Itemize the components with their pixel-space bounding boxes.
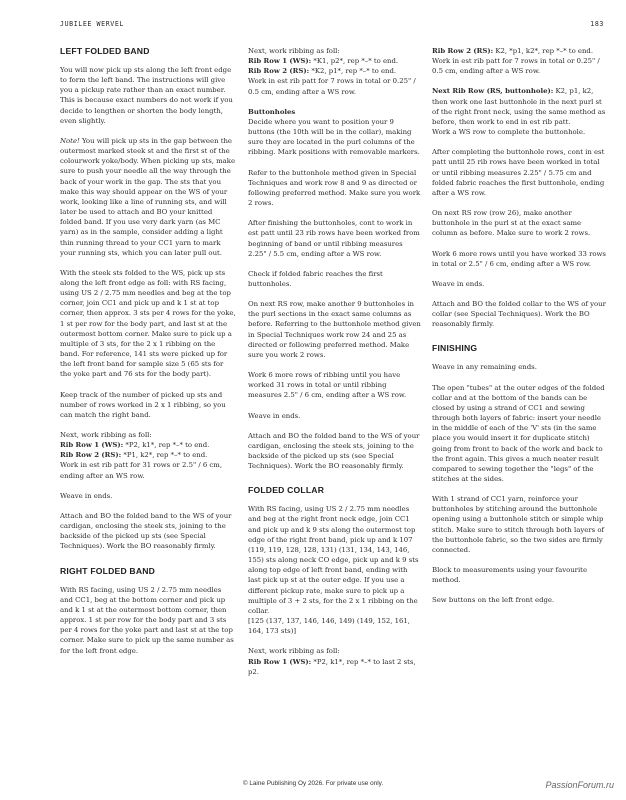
paragraph: Work 6 more rows of ribbing until you have worked 31 rows in total or until ribbing measures 2.5" / 6 cm, ending after a WS row.	[248, 371, 407, 400]
rib-row-text: *P1, k2*, rep *–* to end.	[121, 451, 208, 460]
note-paragraph	[60, 136, 236, 258]
stitch-counts: [125 (137, 137, 146, 146, 149) (149, 152, 161, 164, 173 sts)]	[248, 617, 410, 636]
paragraph: Work in est rib patt for 7 rows in total or 0.25" / 0.5 cm, ending after a WS row.	[248, 77, 416, 96]
rib-row	[248, 66, 422, 76]
column-3	[432, 46, 608, 616]
rib-row	[432, 46, 608, 56]
paragraph: Attach and BO the folded collar to the WS of your collar (see Special Techniques). Work the BO reasonably firmly.	[432, 299, 606, 329]
column-2	[248, 46, 422, 677]
rib-row-label: Rib Row 2 (RS):	[248, 67, 310, 76]
rib-row-label: Rib Row 2 (RS):	[60, 451, 122, 460]
note-text: You will pick up sts in the gap between the outermost marked steek st and the first st of the colourwork yoke/body. When picking up sts, make sure to push your needle all the way through the back of your work in the gap. The sts that you make this way should appear on the WS of your work, looking like a line of running sts, and will later be used to attach and BO your knitted folded band. If you use very dark yarn (as MC yarn) as in the sample, consider adding a light thin running thread to your CC1 yarn to mark your running sts, which you can later pull out.	[60, 136, 236, 257]
note-label: Note!	[60, 136, 80, 145]
rib-row	[248, 657, 422, 677]
rib-row-text: *P2, k1*, rep *–* to end.	[123, 441, 210, 450]
rib-row	[60, 450, 236, 460]
rib-row-text: K2, p1, k2, then work one last buttonhole in the next purl st of the right front neck, using the same method as before, then work to end in est rib patt.	[432, 87, 606, 126]
paragraph: Weave in ends.	[248, 411, 301, 420]
rib-row-label: Rib Row 2 (RS):	[432, 47, 494, 55]
paragraph: Work in est rib patt for 31 rows or 2.5" / 6 cm, ending after an WS row.	[60, 461, 223, 480]
rib-row-text: *P2, k1*, rep *–* to last 2 sts, p2.	[248, 657, 416, 676]
paragraph: Refer to the buttonhole method given in Special Techniques and work row 8 and 9 as directed or following preferred method. Make sure you work 2 rows.	[248, 168, 421, 208]
paragraph: Decide where you want to position your 9 buttons (the 10th will be in the collar), making sure they are located in the purl columns of the ribbing. Mark positions with removable markers.	[248, 117, 420, 157]
rib-row-label: Next Rib Row (RS, buttonhole):	[432, 87, 554, 96]
section-heading-left-band: LEFT FOLDED BAND	[60, 46, 150, 56]
rib-row-label: Rib Row 1 (WS):	[248, 57, 312, 66]
rib-row	[248, 56, 422, 66]
section-heading-right-band: RIGHT FOLDED BAND	[60, 565, 156, 576]
pattern-title: JUBILEE WERVEL	[60, 20, 124, 28]
paragraph: On next RS row, make another 9 buttonholes in the purl sections in the exact same columns as before. Referring to the buttonhole method given in Special Techniques work row 24 and 25 as directed or following preferred method. Make sure you work 2 rows.	[248, 300, 421, 359]
paragraph: Block to measurements using your favourite method.	[432, 566, 588, 585]
paragraph: You will now pick up sts along the left front edge to form the left band. The instructions will give you a pickup rate rather than an exact number. This is because exact numbers do not work if you decide to lengthen or shorten the body length, even slightly.	[60, 66, 233, 125]
paragraph: Sew buttons on the left front edge.	[432, 596, 555, 605]
paragraph: With RS facing, using US 2 / 2.75 mm needles and beg at the right front neck edge, join CC1 and pick up and k 9 sts along the outermost top edge of the right front band, pick up and k 107 (119, 119, 128, 128, 131) (131, 134, 143, 146, 155) sts along neck CO edge, pick up and k 9 sts along top edge of left front band, ending with last pick up st at the outer edge. If you use a different pickup rate, make sure to pick up a multiple of 3 + 2 sts, for the 2 x 1 ribbing on the collar.	[248, 505, 419, 615]
section-heading-collar: FOLDED COLLAR	[248, 485, 325, 496]
paragraph: Check if folded fabric reaches the first buttonholes.	[248, 269, 383, 288]
rib-row-label: Rib Row 1 (WS):	[248, 657, 312, 666]
rib-row	[60, 440, 236, 450]
column-1	[60, 46, 236, 666]
paragraph: On next RS row (row 26), make another buttonhole in the purl st at the exact same column as before. Make sure to work 2 rows.	[432, 209, 591, 238]
paragraph: After finishing the buttonholes, cont to work in est patt until 23 rib rows have been worked from beginning of band or until ribbing measures 2.25" / 5.5 cm, ending after a WS row.	[248, 219, 420, 258]
rib-row-text: K2, *p1, k2*, rep *–* to end.	[493, 47, 594, 55]
paragraph: Attach and BO the folded band to the WS of your cardigan, enclosing the steek sts, joining to the backside of the picked up sts (see Special Techniques). Work the BO reasonably firmly.	[248, 431, 420, 471]
rib-row	[432, 86, 608, 127]
rib-row-label: Rib Row 1 (WS):	[60, 441, 124, 450]
paragraph: Work in est rib patt for 7 rows in total or 0.25" / 0.5 cm, ending after a WS row.	[432, 57, 600, 76]
paragraph: Next, work ribbing as foll:	[248, 647, 340, 656]
paragraph: The open "tubes" at the outer edges of the folded collar and at the bottom of the bands can be closed by using a strand of CC1 and sewing through both layers of fabric: insert your needle in the middle of each of the 'V' sts (in the same place you would insert it for duplicate stitch) going from front to back of the work and back to the front again. This gives a much neater result compared to sewing together the "legs" of the stitches at the sides.	[432, 383, 605, 483]
section-heading-finishing: FINISHING	[432, 343, 478, 354]
paragraph: After completing the buttonhole rows, cont in est patt until 25 rib rows have been worked in total or until ribbing measures 2.25" / 5.75 cm and folded fabric reaches the first buttonhole, ending after a WS row.	[432, 148, 605, 197]
paragraph: Weave in ends.	[432, 279, 485, 288]
watermark: PassionForum.ru	[545, 780, 614, 790]
paragraph: Attach and BO the folded band to the WS of your cardigan, enclosing the steek sts, joining to the backside of the picked up sts (see Special Techniques). Work the BO reasonably firmly.	[60, 511, 232, 551]
paragraph: Work 6 more rows until you have worked 33 rows in total or 2.5" / 6 cm, ending after a WS row.	[432, 249, 606, 268]
subheading-buttonholes: Buttonholes	[248, 107, 296, 116]
paragraph: Next, work ribbing as foll:	[60, 431, 152, 439]
paragraph: With 1 strand of CC1 yarn, reinforce your buttonholes by stitching around the buttonhole opening using a buttonhole stitch or simple whip stitch. Make sure to stitch through both layers of the buttonhole fabric, so the two sides are firmly connected.	[432, 495, 605, 554]
paragraph: Work a WS row to complete the buttonhole.	[432, 128, 586, 137]
paragraph: With the steek sts folded to the WS, pick up sts along the left front edge as foll: with RS facing, using US 2 / 2.75 mm needles and beg at the top corner, join CC1 and pick up and k 1 st at top corner, then approx. 3 sts per 4 rows for the yoke, 1 st per row for the body part, and last st at the outermost bottom corner. Make sure to pick up a multiple of 3 sts, for the 2 x 1 ribbing on the band. For reference, 141 sts were picked up for the left front band for sample size 5 (65 sts for the yoke part and 76 sts for the body part).	[60, 268, 236, 379]
page-header	[60, 20, 604, 32]
paragraph: Weave in ends.	[60, 491, 113, 500]
rib-row-text: *K2, p1*, rep *–* to end.	[309, 67, 397, 76]
rib-row-text: *K1, p2*, rep *–* to end.	[311, 57, 399, 66]
paragraph: With RS facing, using US 2 / 2.75 mm needles and CC1, beg at the bottom corner and pick up and k 1 st at the outermost bottom corner, then approx. 1 st per row for the body part and 3 sts per 4 rows for the yoke part and last st at the top corner. Make sure to pick up the same number as for the left front edge.	[60, 585, 234, 655]
page-number: 183	[590, 20, 604, 28]
paragraph: Weave in any remaining ends.	[432, 363, 537, 372]
paragraph: Keep track of the number of picked up sts and number of rows worked in 2 x 1 ribbing, so you can match the right band.	[60, 390, 226, 419]
paragraph: Next, work ribbing as foll:	[248, 47, 340, 55]
copyright-footer: © Laine Publishing Oy 2026. For private use only.	[242, 780, 384, 787]
